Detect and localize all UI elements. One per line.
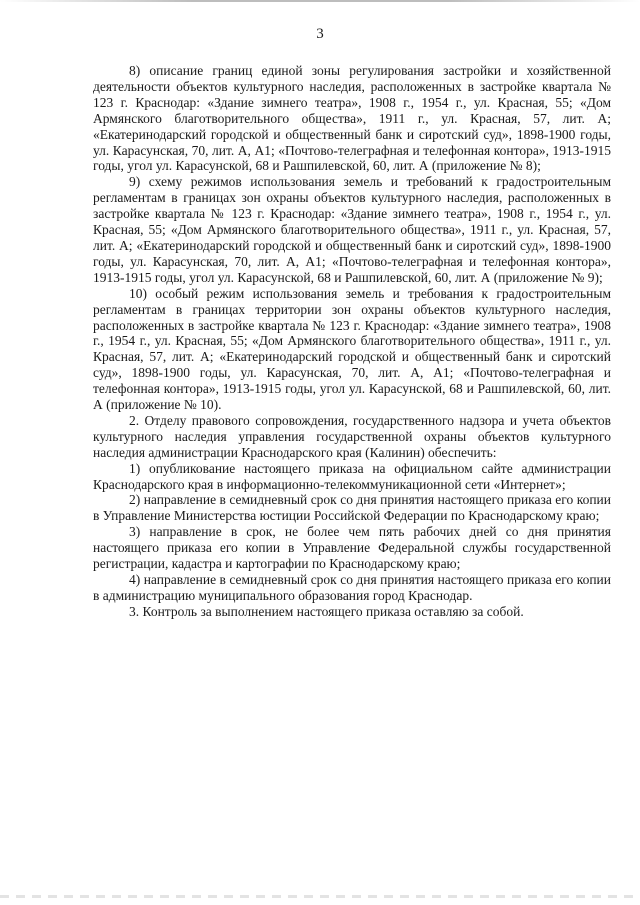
paragraph-subitem-2: 2) направление в семидневный срок со дня принятия настоящего приказа его копии в Управление Министерства юстиции Российской Федерации по Краснодарскому краю;	[93, 492, 611, 524]
paragraph-subitem-1: 1) опубликование настоящего приказа на официальном сайте администрации Краснодарского края в информационно-телекоммуникационной сети «Интернет»;	[93, 460, 611, 492]
paragraph-item-8: 8) описание границ единой зоны регулирования застройки и хозяйственной деятельности объектов культурного наследия, расположенных в застройке квартала № 123 г. Краснодар: «Здание зимнего театра», 1908 г., 1954 г., ул. Красная, 55; «Дом Армянского благотворительного общества», 1911 г., ул. Красная, 57, лит. А; «Екатеринодарский городской и общественный банк и сиротский суд», 1898-1900 годы, ул. Карасунская, 70, лит. А, А1; «Почтово-телеграфная и телефонная контора», 1913-1915 годы, угол ул. Карасунской, 68 и Рашпилевской, 60, лит. А (приложение № 8);	[93, 63, 611, 174]
paragraph-clause-3: 3. Контроль за выполнением настоящего приказа оставляю за собой.	[129, 603, 524, 619]
paragraph-item-10: 10) особый режим использования земель и требования к градостроительным регламентам в границах территории зон охраны объектов культурного наследия, расположенных в застройке квартала № 123 г. Краснодар: «Здание зимнего театра», 1908 г., 1954 г., ул. Красная, 55; «Дом Армянского благотворительного общества», 1911 г., ул. Красная, 57, лит. А; «Екатеринодарский городской и общественный банк и сиротский суд», 1898-1900 годы, ул. Карасунская, 70, лит. А, А1; «Почтово-телеграфная и телефонная контора», 1913-1915 годы, угол ул. Карасунской, 68 и Рашпилевской, 60, лит. А (приложение № 10).	[93, 285, 611, 413]
scan-bottom-edge	[0, 895, 640, 898]
paragraph-item-9: 9) схему режимов использования земель и требований к градостроительным регламентам в границах зон охраны объектов культурного наследия, расположенных в застройке квартала № 123 г. Краснодар: «Здание зимнего театра», 1908 г., 1954 г., ул. Красная, 55; «Дом Армянского благотворительного общества», 1911 г., ул. Красная, 57, лит. А; «Екатеринодарский городской и общественный банк и сиротский суд», 1898-1900 годы, ул. Карасунская, 70, лит. А, А1; «Почтово-телеграфная и телефонная контора», 1913-1915 годы, угол ул. Карасунской, 68 и Рашпилевской, 60, лит. А (приложение № 9);	[93, 174, 611, 285]
paragraph-clause-2: 2. Отделу правового сопровождения, государственного надзора и учета объектов культурного наследия управления государственной охраны объектов культурного наследия администрации Краснодарского края (Калинин) обеспечить:	[93, 412, 611, 460]
paragraph-subitem-3: 3) направление в срок, не более чем пять рабочих дней со дня принятия настоящего приказа его копии в Управление Федеральной службы государственной регистрации, кадастра и картографии по Краснодарскому краю;	[93, 524, 611, 572]
scan-top-edge	[0, 0, 640, 2]
paragraph-subitem-4: 4) направление в семидневный срок со дня принятия настоящего приказа его копии в администрацию муниципального образования город Краснодар.	[93, 572, 611, 603]
page-number: 3	[316, 26, 324, 42]
document-body	[93, 63, 611, 620]
